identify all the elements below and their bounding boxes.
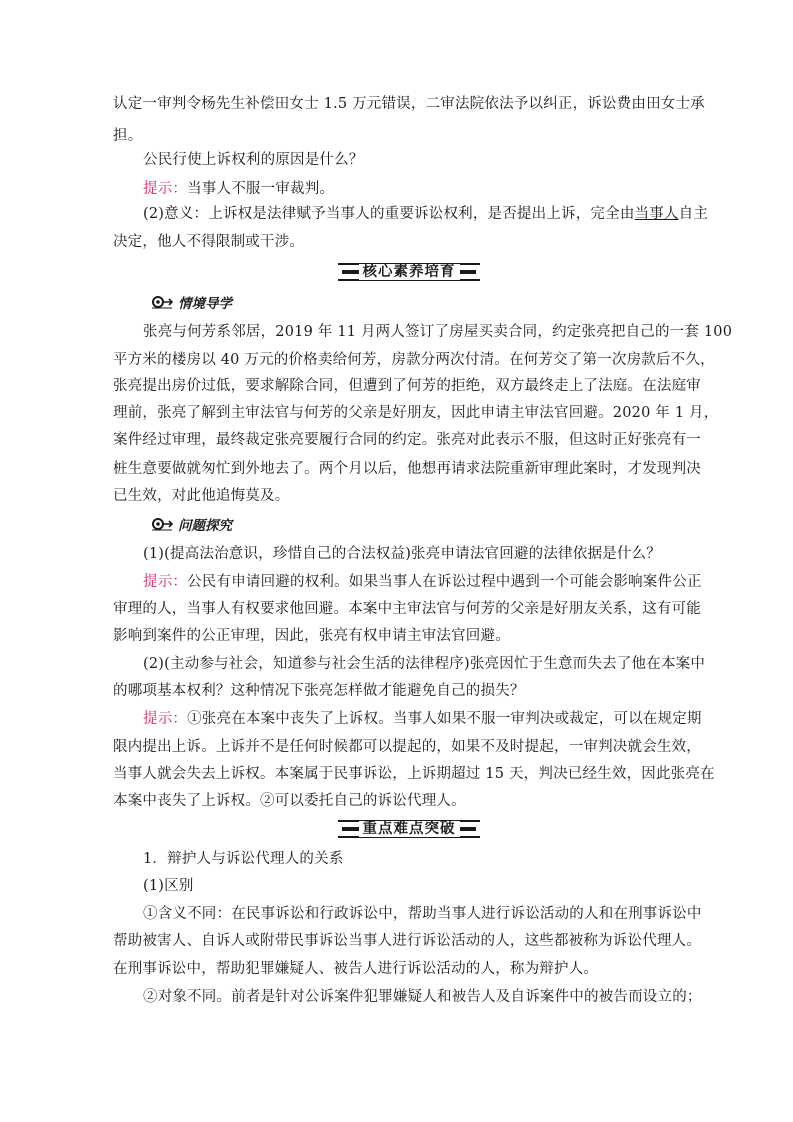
section-banner-title: 重点难点突破 <box>359 821 460 837</box>
hint-text: 当事人不服一审裁判。 <box>187 181 335 197</box>
paragraph-line: 帮助被害人、自诉人或附带民事诉讼当事人进行诉讼活动的人，这些都被称为诉讼代理人。 <box>113 933 701 949</box>
hint-line <box>143 709 702 729</box>
paragraph-line: 桩生意要做就匆忙到外地去了。两个月以后，他想再请求法院重新审理此案时，才发现判决 <box>113 461 701 477</box>
paragraph-line: 理前，张亮了解到主审法官与何芳的父亲是好朋友，因此申请主审法官回避。2020 年 1 月， <box>113 405 719 421</box>
gear-arrows-icon <box>150 516 174 532</box>
paragraph-line: 张亮与何芳系邻居，2019 年 11 月两人签订了房屋买卖合同，约定张亮把自己的一套 100 <box>143 324 733 340</box>
hint-label: 提示： <box>143 181 188 197</box>
paragraph-line: 审理的人，当事人有权要求他回避。本案中主审法官与何芳的父亲是好朋友关系，这有可能 <box>113 601 701 617</box>
sub-heading <box>150 514 232 534</box>
hint-line <box>143 179 334 199</box>
section-banner <box>338 818 480 840</box>
paragraph-line: 在刑事诉讼中，帮助犯罪嫌疑人、被告人进行诉讼活动的人，称为辩护人。 <box>113 961 599 977</box>
section-banner-title: 核心素养培育 <box>359 264 460 280</box>
underlined-text: 当事人 <box>634 206 679 222</box>
paragraph-line: 认定一审判令杨先生补偿田女士 1.5 万元错误，二审法院依法予以纠正，诉讼费由田女士承 <box>113 96 705 112</box>
paragraph-line <box>143 204 708 224</box>
paragraph-line: 平方米的楼房以 40 万元的价格卖给何芳，房款分两次付清。在何芳交了第一次房款后不久， <box>113 352 715 368</box>
paragraph-line: 本案中丧失了上诉权。②可以委托自己的诉讼代理人。 <box>113 793 466 809</box>
paragraph-line: ①含义不同：在民事诉讼和行政诉讼中，帮助当事人进行诉讼活动的人和在刑事诉讼中 <box>143 906 702 922</box>
hint-label: 提示： <box>143 711 188 727</box>
question: 的哪项基本权利？这种情况下张亮怎样做才能避免自己的损失？ <box>113 683 525 699</box>
list-heading: 1．辩护人与诉讼代理人的关系 <box>143 851 344 867</box>
paragraph-line: 当事人就会失去上诉权。本案属于民事诉讼，上诉期超过 15 天，判决已经生效，因此张亮在 <box>113 766 715 782</box>
paragraph-line: 限内提出上诉。上诉并不是任何时候都可以提起的，如果不及时提起，一审判决就会生效， <box>113 739 701 755</box>
hint-label: 提示： <box>143 574 188 590</box>
hint-text: 公民有申请回避的权利。如果当事人在诉讼过程中遇到一个可能会影响案件公正 <box>187 574 702 590</box>
paragraph-line: 影响到案件的公正审理，因此，张亮有权申请主审法官回避。 <box>113 628 510 644</box>
question: (1)(提高法治意识，珍惜自己的合法权益)张亮申请法官回避的法律依据是什么？ <box>143 546 661 562</box>
gear-arrows-icon <box>150 294 174 310</box>
paragraph-line: 决定，他人不得限制或干涉。 <box>113 234 305 250</box>
section-banner <box>338 261 480 283</box>
paragraph-line: 担。 <box>113 128 143 144</box>
paragraph-line: ②对象不同。前者是针对公诉案件犯罪嫌疑人和被告人及自诉案件中的被告而设立的； <box>143 989 702 1005</box>
question: (2)(主动参与社会，知道参与社会生活的法律程序)张亮因忙于生意而失去了他在本案中 <box>143 656 706 672</box>
text: (2)意义：上诉权是法律赋予当事人的重要诉讼权利，是否提出上诉，完全由 <box>143 206 635 222</box>
hint-line <box>143 572 702 592</box>
paragraph-line: 案件经过审理，最终裁定张亮要履行合同的约定。张亮对此表示不服，但这时正好张亮有一 <box>113 432 701 448</box>
list-heading: (1)区别 <box>143 878 194 894</box>
hint-text: ①张亮在本案中丧失了上诉权。当事人如果不服一审判决或裁定，可以在规定期 <box>187 711 702 727</box>
paragraph-line: 张亮提出房价过低，要求解除合同，但遭到了何芳的拒绝，双方最终走上了法庭。在法庭审 <box>113 378 701 394</box>
paragraph-line: 已生效，对此他追悔莫及。 <box>113 488 290 504</box>
sub-heading <box>150 292 232 312</box>
sub-heading-title: 情境导学 <box>178 296 232 312</box>
sub-heading-title: 问题探究 <box>178 518 232 534</box>
text: 自主 <box>678 206 709 222</box>
question: 公民行使上诉权利的原因是什么？ <box>143 152 364 168</box>
